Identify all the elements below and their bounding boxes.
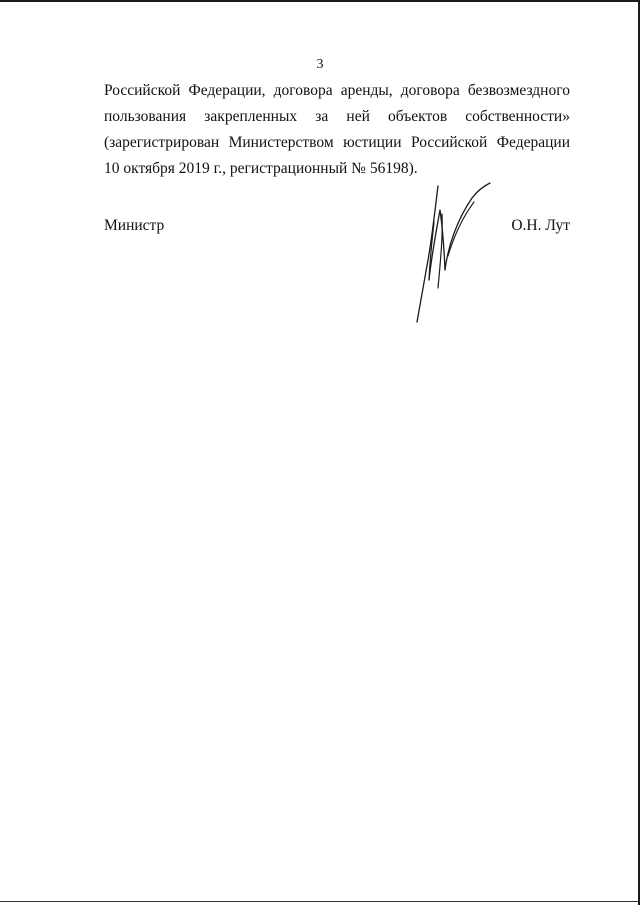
word: договора [400, 82, 460, 99]
signature-stroke [438, 214, 442, 288]
text-line [104, 156, 570, 182]
word: Федерации [496, 134, 570, 151]
word: (зарегистрирован [104, 134, 220, 151]
word: закрепленных [204, 108, 298, 125]
word: безвозмездного [467, 82, 570, 99]
text-line [104, 104, 570, 130]
word: Федерации, [188, 82, 266, 99]
scan-edge-bottom [0, 901, 640, 902]
signature-block [104, 214, 570, 238]
word: собственности» [465, 108, 570, 125]
word: Российской [410, 134, 488, 151]
text-line [104, 130, 570, 156]
signature-stroke [417, 186, 438, 322]
word: Министерством [228, 134, 334, 151]
signer-position: Министр [104, 217, 165, 234]
body-paragraph [104, 78, 570, 182]
word: договора [273, 82, 333, 99]
signature-stroke [445, 183, 490, 270]
signer-name: О.Н. Лут [511, 217, 570, 234]
text-line [104, 78, 570, 104]
word: ней [346, 108, 370, 125]
scan-edge-top [0, 0, 640, 2]
handwritten-signature [402, 180, 498, 326]
page-number: 3 [316, 57, 324, 72]
word: пользования [104, 108, 187, 125]
signature-stroke [448, 202, 474, 256]
word: юстиции [343, 134, 402, 151]
word: Российской [104, 82, 181, 99]
word: за [315, 108, 329, 125]
word: 10 октября 2019 г., регистрационный № 56198). [104, 160, 418, 177]
word: аренды, [340, 82, 393, 99]
word: объектов [388, 108, 448, 125]
